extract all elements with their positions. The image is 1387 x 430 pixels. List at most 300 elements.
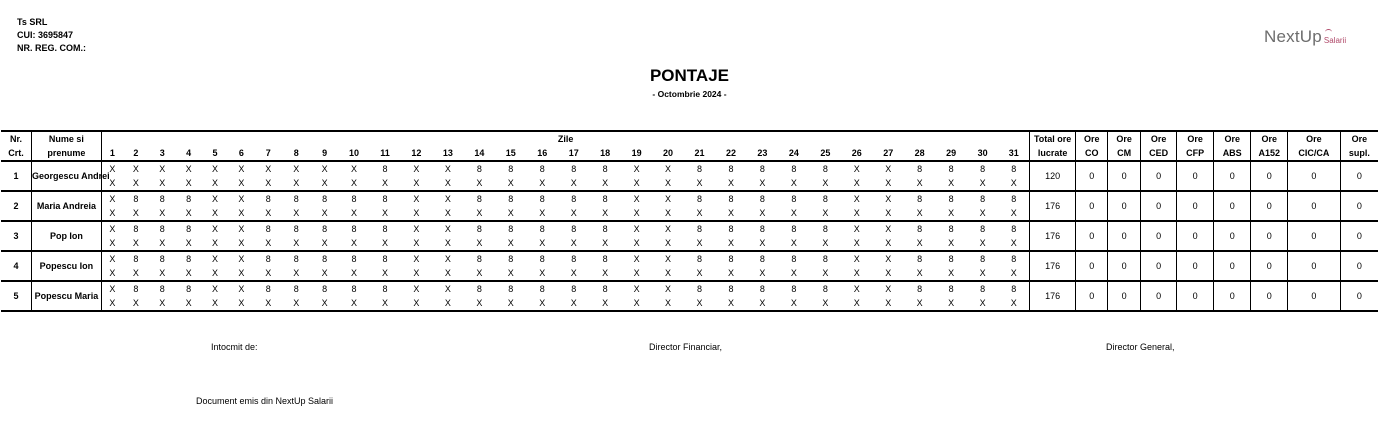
day-cell: 8 [728,253,734,264]
ore-cell: 0 [1251,191,1288,221]
day-cell: X [633,237,640,248]
day-cell: X [321,237,328,248]
day-cell: 8 [822,253,828,264]
day-cell: X [790,177,797,188]
day-cell: 8 [476,283,482,294]
header-day: 11 [380,147,390,158]
day-cell: X [265,177,272,188]
ore-cell: 0 [1251,161,1288,191]
day-cell: X [413,253,420,264]
employee-block [1,281,1378,311]
day-cell: 8 [539,163,545,174]
header-ore-top: Ore [1213,131,1251,146]
ore-cell: 0 [1340,281,1378,311]
day-cell: X [727,177,734,188]
day-cell: X [853,267,860,278]
header-nr-bottom: Crt. [8,147,24,158]
day-cell: 8 [602,163,608,174]
day-cell: X [602,207,609,218]
day-cell: X [321,177,328,188]
header-ore-bottom: A152 [1251,146,1288,161]
day-cell: 8 [351,253,357,264]
header-day: 3 [159,147,165,158]
day-cell: X [790,267,797,278]
day-cell: 8 [822,193,828,204]
day-cell: 8 [508,193,514,204]
day-cell: 8 [508,283,514,294]
day-cell: X [916,237,923,248]
nextup-logo [1264,28,1346,46]
total-hours: 176 [1030,221,1076,251]
day-cell: 8 [980,253,986,264]
day-cell: X [381,237,388,248]
day-cell: X [507,207,514,218]
day-cell: X [476,237,483,248]
day-cell: X [539,207,546,218]
day-cell: X [570,237,577,248]
day-cell: X [822,237,829,248]
day-cell: 8 [159,223,165,234]
day-cell: X [293,297,300,308]
day-cell: X [602,237,609,248]
header-ore-bottom: ABS [1213,146,1251,161]
day-cell: X [476,207,483,218]
header-ore-top: Ore [1075,131,1107,146]
day-cell: X [321,163,328,174]
day-cell: X [948,207,955,218]
day-cell: X [665,267,672,278]
day-cell: X [212,177,219,188]
day-cell: X [444,207,451,218]
day-cell: X [238,253,245,264]
day-cell: 8 [980,223,986,234]
day-cell: X [633,223,640,234]
day-cell: X [633,297,640,308]
ore-cell: 0 [1177,221,1214,251]
day-cell: X [265,237,272,248]
day-cell: X [979,207,986,218]
day-cell: X [265,207,272,218]
header-day: 21 [694,147,705,158]
day-cell: 8 [697,283,703,294]
ore-cell: 0 [1140,281,1177,311]
day-cell: 8 [476,163,482,174]
signature-general-director: Director General, [1106,342,1175,352]
header-day: 18 [600,147,611,158]
day-cell: 8 [917,193,923,204]
day-cell: X [853,207,860,218]
day-cell: X [413,237,420,248]
day-cell: 8 [1011,223,1017,234]
day-cell: X [790,297,797,308]
day-cell: 8 [822,163,828,174]
day-cell: X [293,177,300,188]
day-cell: X [132,297,139,308]
day-cell: X [602,177,609,188]
day-cell: X [413,267,420,278]
day-cell: X [212,283,219,294]
header-total-bottom: lucrate [1030,146,1076,161]
day-cell: X [159,267,166,278]
day-cell: 8 [265,253,271,264]
day-cell: 8 [186,223,192,234]
day-cell: X [101,266,122,281]
day-cell: X [696,177,703,188]
day-cell: X [1010,207,1017,218]
day-cell: 8 [759,223,765,234]
day-cell: X [444,253,451,264]
employee-name: Georgescu Andrei [31,161,101,191]
day-cell: X [633,177,640,188]
day-cell: X [293,267,300,278]
day-cell: X [132,207,139,218]
header-day: 7 [265,147,271,158]
header-zile: Zile [101,131,1029,146]
ore-cell: 0 [1251,221,1288,251]
day-cell: 8 [980,283,986,294]
day-cell: X [665,207,672,218]
employee-name: Pop Ion [31,221,101,251]
header-ore-top: Ore [1340,131,1378,146]
day-cell: 8 [133,283,139,294]
day-cell: 8 [697,163,703,174]
employee-block [1,191,1378,221]
day-cell: X [570,267,577,278]
day-cell: X [321,267,328,278]
header-day: 27 [883,147,894,158]
day-cell: 8 [539,283,545,294]
employee-nr: 4 [13,260,19,271]
header-day: 31 [1008,147,1019,158]
day-cell: 8 [602,253,608,264]
day-cell: X [212,193,219,204]
header-day: 28 [914,147,925,158]
page-subtitle: - Octombrie 2024 - [652,89,727,99]
employee-block [1,251,1378,281]
signature-prepared-by: Intocmit de: [211,342,258,352]
day-cell: X [822,177,829,188]
day-cell: X [885,207,892,218]
header-day: 2 [133,147,139,158]
day-cell: X [853,283,860,294]
day-cell: X [507,177,514,188]
day-cell: 8 [322,253,328,264]
day-cell: 8 [382,193,388,204]
day-cell: X [212,267,219,278]
day-cell: X [185,267,192,278]
day-cell: X [265,163,272,174]
header-ore-top: Ore [1177,131,1214,146]
day-cell: X [101,281,122,296]
header-day: 14 [474,147,485,158]
day-cell: X [759,267,766,278]
day-cell: X [413,283,420,294]
day-cell: X [1010,177,1017,188]
day-cell: X [238,297,245,308]
ore-cell: 0 [1340,161,1378,191]
day-cell: X [351,207,358,218]
table-row [1,251,1378,266]
day-cell: 8 [159,253,165,264]
header-day: 23 [757,147,768,158]
day-cell: X [539,297,546,308]
day-cell: X [885,267,892,278]
day-cell: 8 [322,283,328,294]
day-cell: 8 [728,223,734,234]
employee-nr: 5 [13,290,19,301]
day-cell: X [476,177,483,188]
day-cell: X [381,177,388,188]
header-ore-bottom: CM [1108,146,1140,161]
table-row [1,191,1378,206]
day-cell: 8 [697,253,703,264]
day-cell: X [132,267,139,278]
day-cell: X [185,207,192,218]
day-cell: X [853,237,860,248]
day-cell: 8 [602,223,608,234]
day-cell: 8 [265,223,271,234]
header-day: 16 [537,147,548,158]
day-cell: X [759,237,766,248]
header-day: 4 [186,147,192,158]
day-cell: X [948,297,955,308]
day-cell: X [101,161,122,176]
day-cell: X [727,267,734,278]
day-cell: X [727,207,734,218]
ore-cell: 0 [1108,251,1140,281]
day-cell: X [539,267,546,278]
header-day: 25 [820,147,831,158]
day-cell: X [790,237,797,248]
day-cell: X [885,223,892,234]
day-cell: X [321,297,328,308]
day-cell: 8 [476,193,482,204]
ore-cell: 0 [1287,281,1340,311]
day-cell: X [948,237,955,248]
day-cell: X [159,207,166,218]
day-cell: X [185,237,192,248]
day-cell: X [759,177,766,188]
day-cell: X [696,267,703,278]
day-cell: 8 [759,283,765,294]
day-cell: X [381,267,388,278]
day-cell: X [132,237,139,248]
day-cell: X [916,297,923,308]
day-cell: X [444,163,451,174]
day-cell: X [351,267,358,278]
day-cell: X [265,267,272,278]
day-cell: 8 [697,223,703,234]
ore-cell: 0 [1177,281,1214,311]
day-cell: X [853,253,860,264]
day-cell: 8 [948,163,954,174]
logo-sub-text [1324,36,1346,46]
day-cell: 8 [539,193,545,204]
table-row [1,281,1378,296]
day-cell: X [444,223,451,234]
day-cell: X [507,297,514,308]
day-cell: X [476,267,483,278]
day-cell: X [185,177,192,188]
header-day: 10 [349,147,360,158]
day-cell: 8 [476,253,482,264]
day-cell: 8 [508,253,514,264]
header-ore-top: Ore [1140,131,1177,146]
day-cell: X [979,177,986,188]
day-cell: X [727,297,734,308]
ore-cell: 0 [1177,191,1214,221]
day-cell: 8 [791,253,797,264]
day-cell: X [159,297,166,308]
header-ore-top: Ore [1287,131,1340,146]
day-cell: 8 [322,193,328,204]
day-cell: X [413,177,420,188]
ore-cell: 0 [1340,251,1378,281]
day-cell: 8 [571,253,577,264]
day-cell: X [853,163,860,174]
day-cell: X [853,177,860,188]
day-cell: 8 [351,223,357,234]
total-hours: 176 [1030,191,1076,221]
day-cell: X [885,177,892,188]
day-cell: 8 [948,223,954,234]
day-cell: X [1010,267,1017,278]
day-cell: X [948,177,955,188]
day-cell: X [238,283,245,294]
employee-block [1,161,1378,191]
day-cell: 8 [293,223,299,234]
header-day: 17 [568,147,579,158]
header-day: 24 [788,147,799,158]
header-day: 22 [725,147,736,158]
day-cell: X [351,163,358,174]
ore-cell: 0 [1140,251,1177,281]
day-cell: 8 [351,283,357,294]
day-cell: X [570,297,577,308]
employee-block [1,221,1378,251]
day-cell: 8 [293,283,299,294]
day-cell: 8 [759,193,765,204]
header-day: 15 [505,147,516,158]
ore-cell: 0 [1140,221,1177,251]
ore-cell: 0 [1108,281,1140,311]
header-day: 13 [442,147,453,158]
day-cell: 8 [1011,283,1017,294]
day-cell: X [790,207,797,218]
ore-cell: 0 [1213,161,1251,191]
ore-cell: 0 [1075,161,1107,191]
day-cell: X [1010,237,1017,248]
day-cell: X [101,296,122,311]
header-day: 30 [977,147,988,158]
total-hours: 176 [1030,251,1076,281]
day-cell: 8 [133,253,139,264]
day-cell: X [822,267,829,278]
day-cell: 8 [1011,163,1017,174]
ore-cell: 0 [1108,161,1140,191]
ore-cell: 0 [1340,191,1378,221]
timesheet-header [1,131,1378,161]
ore-cell: 0 [1177,161,1214,191]
day-cell: X [759,207,766,218]
timesheet-table [1,130,1378,312]
company-name: Ts SRL [17,17,48,27]
logo-roof-icon [1325,29,1332,35]
ore-cell: 0 [1108,191,1140,221]
header-day: 26 [851,147,862,158]
day-cell: X [665,237,672,248]
day-cell: X [444,193,451,204]
day-cell: X [727,237,734,248]
ore-cell: 0 [1287,251,1340,281]
header-ore-bottom: CO [1075,146,1107,161]
day-cell: X [665,223,672,234]
day-cell: X [665,163,672,174]
header-ore-bottom: CIC/CA [1287,146,1340,161]
header-day: 5 [212,147,218,158]
day-cell: X [381,207,388,218]
day-cell: X [507,267,514,278]
ore-cell: 0 [1075,251,1107,281]
day-cell: X [265,297,272,308]
ore-cell: 0 [1287,221,1340,251]
day-cell: X [293,207,300,218]
day-cell: 8 [159,193,165,204]
employee-nr: 3 [13,230,19,241]
day-cell: X [351,177,358,188]
day-cell: X [101,206,122,221]
day-cell: 8 [539,223,545,234]
day-cell: X [633,253,640,264]
day-cell: X [132,163,139,174]
day-cell: X [665,253,672,264]
day-cell: 8 [1011,253,1017,264]
day-cell: X [293,237,300,248]
employee-name: Popescu Maria [31,281,101,311]
day-cell: X [212,223,219,234]
day-cell: 8 [186,193,192,204]
header-row [1,146,1378,161]
day-cell: 8 [571,163,577,174]
header-day: 9 [322,147,328,158]
day-cell: X [351,297,358,308]
header-ore-top: Ore [1108,131,1140,146]
day-cell: X [633,193,640,204]
table-row [1,161,1378,176]
day-cell: X [212,207,219,218]
day-cell: X [101,236,122,251]
day-cell: 8 [265,193,271,204]
day-cell: 8 [917,163,923,174]
day-cell: X [696,207,703,218]
day-cell: X [633,283,640,294]
employee-name: Popescu Ion [31,251,101,281]
day-cell: X [413,297,420,308]
day-cell: X [101,251,122,266]
day-cell: X [602,297,609,308]
day-cell: X [570,207,577,218]
ore-cell: 0 [1213,251,1251,281]
total-hours: 120 [1030,161,1076,191]
day-cell: X [444,267,451,278]
day-cell: 8 [728,163,734,174]
day-cell: 8 [697,193,703,204]
day-cell: 8 [917,223,923,234]
day-cell: X [101,191,122,206]
employee-nr: 2 [13,200,19,211]
day-cell: X [185,297,192,308]
header-ore-top: Ore [1251,131,1288,146]
